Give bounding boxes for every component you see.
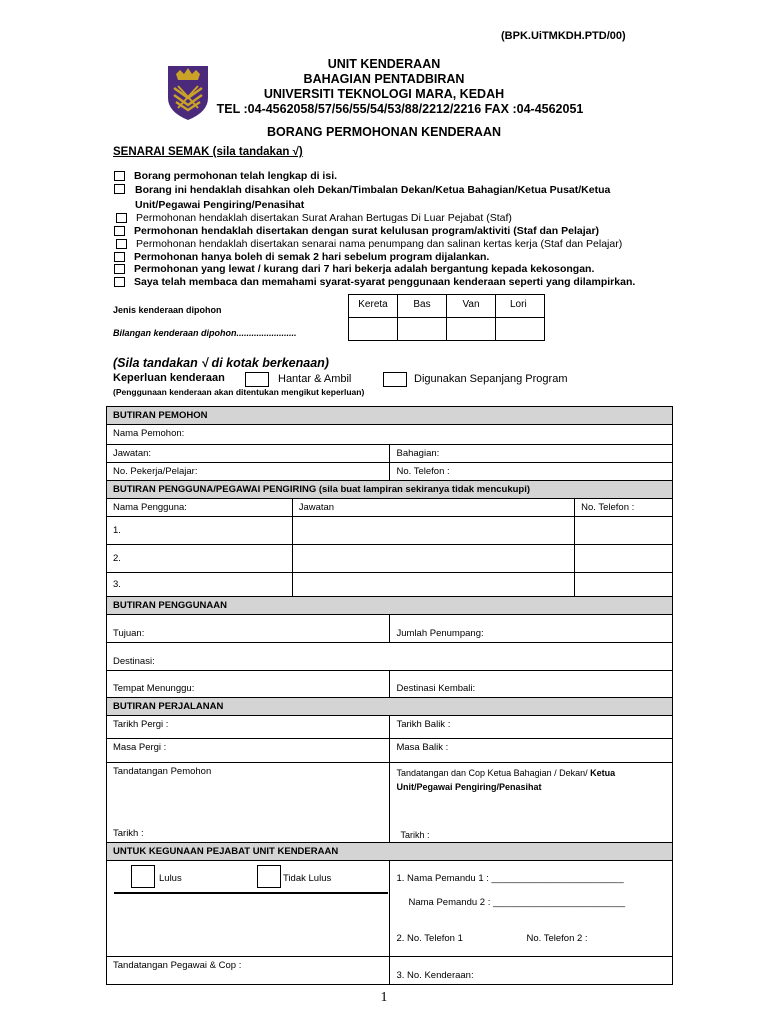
checklist-item[interactable]: Borang permohonan telah lengkap di isi. [114, 170, 337, 182]
tarikh-balik-field[interactable]: Tarikh Balik : [390, 716, 673, 739]
purpose-note: (Penggunaan kenderaan akan ditentukan mengikut keperluan) [113, 387, 365, 397]
purpose-row [113, 372, 225, 384]
section-perjalanan: BUTIRAN PERJALANAN [107, 698, 673, 716]
checkbox[interactable] [114, 277, 125, 287]
purpose-label: Keperluan kenderaan [113, 372, 225, 384]
divider-line [114, 892, 388, 894]
page-number: 1 [380, 990, 388, 1005]
vehicle-type-van: Van [447, 295, 496, 318]
checklist-item[interactable]: Permohonan hanya boleh di semak 2 hari sebelum program dijalankan. [114, 251, 489, 263]
department-title: BAHAGIAN PENTADBIRAN [303, 72, 465, 86]
jumlah-penumpang-field[interactable]: Jumlah Penumpang: [390, 615, 673, 643]
section-pengguna: BUTIRAN PENGGUNA/PEGAWAI PENGIRING (sila buat lampiran sekiranya tidak mencukupi) [107, 481, 673, 499]
sepanjang-program-checkbox[interactable] [383, 372, 407, 387]
hantar-ambil-label: Hantar & Ambil [278, 373, 352, 385]
pengguna-row-2[interactable]: 2. [107, 545, 293, 573]
checkbox[interactable] [114, 264, 125, 274]
pengguna-jawatan-3[interactable] [292, 573, 574, 597]
kelulusan-area [107, 861, 390, 957]
destinasi-kembali-field[interactable]: Destinasi Kembali: [390, 671, 673, 698]
col-nama-pengguna: Nama Pengguna: [107, 499, 293, 517]
vehicle-count-van[interactable] [447, 318, 496, 341]
checklist-item[interactable]: Permohonan hendaklah disertakan dengan surat kelulusan program/aktiviti (Staf dan Pelajar) [114, 225, 599, 237]
pengguna-jawatan-2[interactable] [292, 545, 574, 573]
lulus-label: Lulus [159, 873, 182, 884]
nama-pemandu-2[interactable]: Nama Pemandu 2 : _________________________ [408, 897, 626, 908]
checkbox[interactable] [116, 239, 127, 249]
checkbox[interactable] [114, 171, 125, 181]
destinasi-field[interactable]: Destinasi: [107, 643, 673, 671]
pengguna-jawatan-1[interactable] [292, 517, 574, 545]
hantar-ambil-checkbox[interactable] [245, 372, 269, 387]
vehicle-type-lori: Lori [496, 295, 545, 318]
tandatangan-pemohon-field[interactable] [107, 763, 390, 843]
col-jawatan: Jawatan [292, 499, 574, 517]
form-title: BORANG PERMOHONAN KENDERAAN [266, 125, 502, 139]
tarikh-pemohon-label: Tarikh : [113, 828, 144, 839]
tarikh-ketua-label: Tarikh : [400, 830, 430, 840]
sepanjang-program-label: Digunakan Sepanjang Program [414, 373, 568, 385]
bahagian-field[interactable]: Bahagian: [390, 445, 673, 463]
vehicle-type-kereta: Kereta [349, 295, 398, 318]
vehicle-type-label: Jenis kenderaan dipohon [113, 305, 222, 315]
checklist-item[interactable]: Borang ini hendaklah disahkan oleh Dekan/Timbalan Dekan/Ketua Bahagian/Ketua Pusat/Ketua Unit/Pegawai Pengiring/Penasihat [114, 183, 634, 213]
purpose-instruction: (Sila tandakan √ di kotak berkenaan) [113, 356, 329, 370]
masa-balik-field[interactable]: Masa Balik : [390, 739, 673, 763]
tandatangan-ketua-field[interactable] [390, 763, 673, 843]
telefon-pemandu-1[interactable]: 2. No. Telefon 1 [396, 933, 463, 944]
pengguna-telefon-3[interactable] [575, 573, 673, 597]
pemandu-area [390, 861, 673, 957]
unit-title: UNIT KENDERAAN [327, 57, 441, 71]
vehicle-count-lori[interactable] [496, 318, 545, 341]
masa-pergi-field[interactable]: Masa Pergi : [107, 739, 390, 763]
checkbox[interactable] [114, 226, 125, 236]
tempat-menunggu-field[interactable]: Tempat Menunggu: [107, 671, 390, 698]
section-pejabat: UNTUK KEGUNAAN PEJABAT UNIT KENDERAAN [107, 843, 673, 861]
lulus-checkbox[interactable] [131, 865, 155, 888]
tandatangan-ketua-label: Tandatangan dan Cop Ketua Bahagian / Dekan/ Ketua Unit/Pegawai Pengiring/Penasihat [396, 768, 616, 792]
nama-pemandu-1[interactable]: 1. Nama Pemandu 1 : _________________________ [396, 873, 624, 884]
jawatan-field[interactable]: Jawatan: [107, 445, 390, 463]
checklist-title: SENARAI SEMAK (sila tandakan √) [113, 146, 303, 158]
section-penggunaan: BUTIRAN PENGGUNAAN [107, 597, 673, 615]
pengguna-telefon-1[interactable] [575, 517, 673, 545]
pengguna-row-1[interactable]: 1. [107, 517, 293, 545]
tidak-lulus-checkbox[interactable] [257, 865, 281, 888]
vehicle-count-kereta[interactable] [349, 318, 398, 341]
vehicle-type-table [348, 294, 545, 341]
section-pemohon: BUTIRAN PEMOHON [107, 407, 673, 425]
pengguna-telefon-2[interactable] [575, 545, 673, 573]
vehicle-count-bas[interactable] [398, 318, 447, 341]
vehicle-count-label: Bilangan kenderaan dipohon........................ [113, 328, 297, 338]
application-form [106, 406, 673, 985]
pengguna-row-3[interactable]: 3. [107, 573, 293, 597]
vehicle-type-bas: Bas [398, 295, 447, 318]
tidak-lulus-label: Tidak Lulus [283, 873, 332, 884]
no-pekerja-field[interactable]: No. Pekerja/Pelajar: [107, 463, 390, 481]
checklist-item[interactable]: Permohonan yang lewat / kurang dari 7 hari bekerja adalah bergantung kepada kekosongan. [114, 263, 594, 275]
university-title: UNIVERSITI TEKNOLOGI MARA, KEDAH [263, 87, 505, 101]
checkbox[interactable] [114, 252, 125, 262]
contact-line: TEL :04-4562058/57/56/55/54/53/88/2212/2216 FAX :04-4562051 [216, 102, 584, 116]
nama-pemohon-field[interactable]: Nama Pemohon: [107, 425, 673, 445]
checklist-item[interactable]: Permohonan hendaklah disertakan senarai nama penumpang dan salinan kertas kerja (Staf dan Pelajar) [116, 238, 622, 250]
telefon-pemandu-2[interactable]: No. Telefon 2 : [526, 933, 588, 944]
checklist-item[interactable]: Permohonan hendaklah disertakan Surat Arahan Bertugas Di Luar Pejabat (Staf) [116, 212, 512, 224]
checklist-item[interactable]: Saya telah membaca dan memahami syarat-syarat penggunaan kenderaan seperti yang dilampirkan. [114, 276, 635, 288]
no-kenderaan-field[interactable]: 3. No. Kenderaan: [390, 957, 673, 985]
no-telefon-field[interactable]: No. Telefon : [390, 463, 673, 481]
tarikh-pergi-field[interactable]: Tarikh Pergi : [107, 716, 390, 739]
tandatangan-pemohon-label: Tandatangan Pemohon [113, 766, 212, 777]
checkbox[interactable] [114, 184, 125, 194]
tujuan-field[interactable]: Tujuan: [107, 615, 390, 643]
col-telefon: No. Telefon : [575, 499, 673, 517]
reference-code: (BPK.UiTMKDH.PTD/00) [501, 30, 626, 42]
tandatangan-pegawai-field[interactable]: Tandatangan Pegawai & Cop : [107, 957, 390, 985]
checkbox[interactable] [116, 213, 127, 223]
